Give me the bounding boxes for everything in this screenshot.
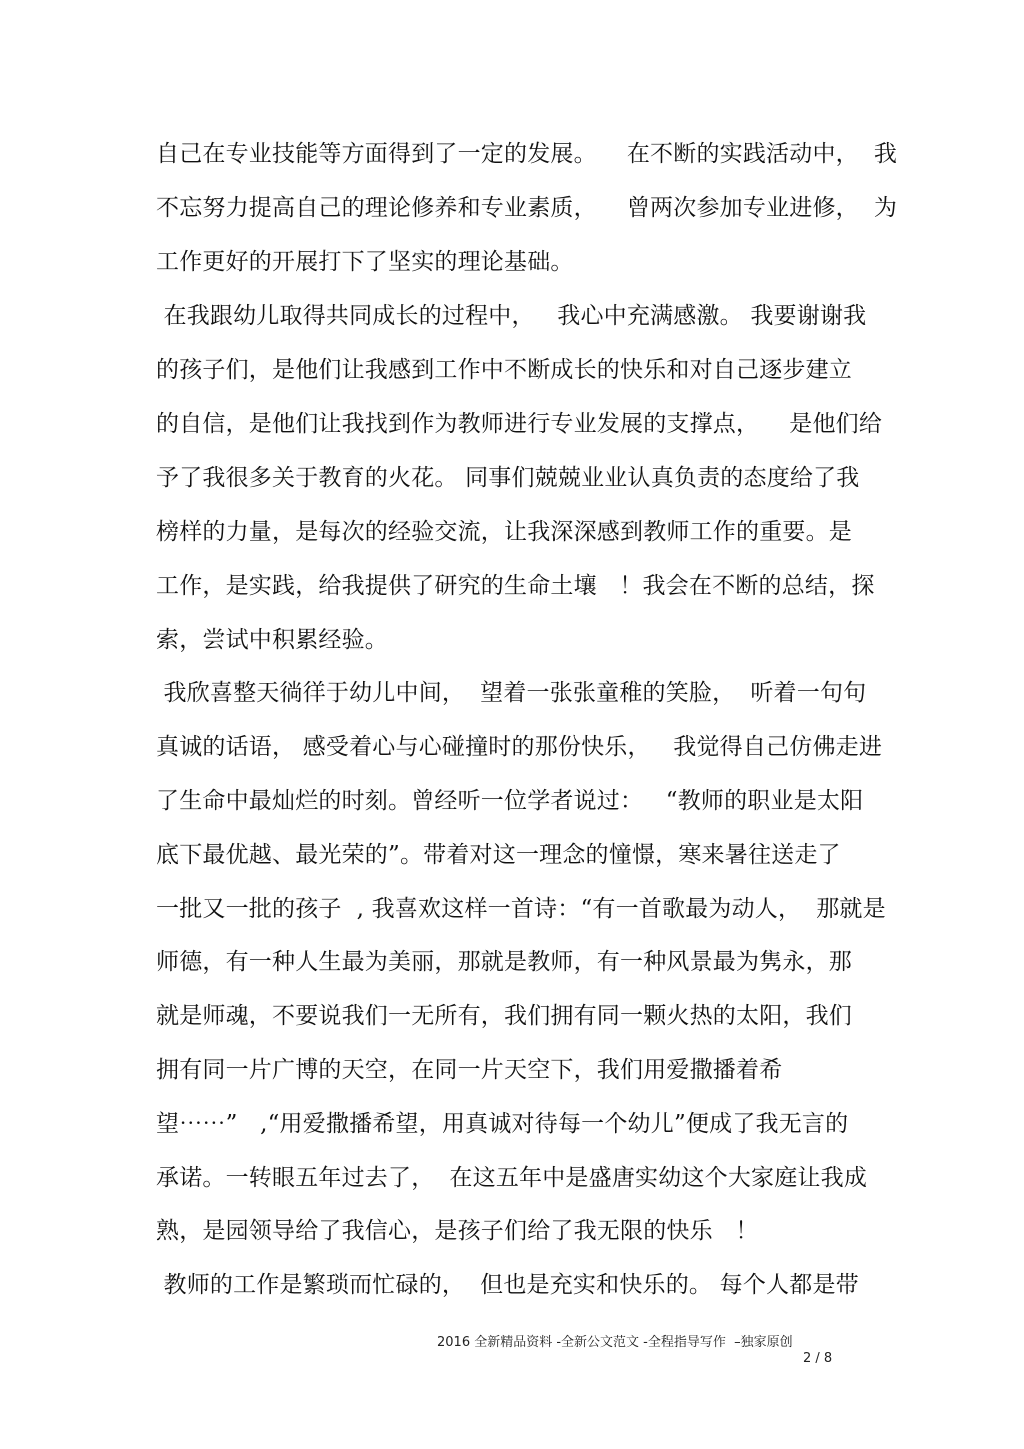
text-line: 望⋯⋯” ,“用爱撒播希望，用真诚对待每一个幼儿”便成了我无言的 (156, 1111, 849, 1137)
text-line: 榜样的力量，是每次的经验交流，让我深深感到教师工作的重要。是 (156, 519, 852, 545)
text-line: 予了我很多关于教育的火花。 同事们兢兢业业认真负责的态度给了我 (156, 465, 860, 491)
text-line: 了生命中最灿烂的时刻。曾经听一位学者说过： “教师的职业是太阳 (156, 788, 864, 814)
text-line: 底下最优越、最光荣的”。带着对这一理念的憧憬，寒来暑往送走了 (156, 842, 841, 868)
text-line: 师德，有一种人生最为美丽，那就是教师，有一种风景最为隽永，那 (156, 949, 852, 975)
text-line: 工作，是实践，给我提供了研究的生命土壤 ！我会在不断的总结，探 (156, 573, 875, 599)
text-line: 熟，是园领导给了我信心，是孩子们给了我无限的快乐 ！ (156, 1218, 759, 1244)
footer-text: 2016 全新精品资料 -全新公文范文 -全程指导写作 –独家原创 (437, 1335, 793, 1350)
text-line: 在我跟幼儿取得共同成长的过程中， 我心中充满感激。 我要谢谢我 (156, 303, 867, 329)
text-line: 不忘努力提高自己的理论修养和专业素质， 曾两次参加专业进修， 为 (156, 195, 898, 221)
text-line: 的自信，是他们让我找到作为教师进行专业发展的支撑点， 是他们给 (156, 411, 883, 437)
text-line: 工作更好的开展打下了坚实的理论基础。 (156, 249, 574, 275)
text-line: 就是师魂，不要说我们一无所有，我们拥有同一颗火热的太阳，我们 (156, 1003, 852, 1029)
text-line: 教师的工作是繁琐而忙碌的， 但也是充实和快乐的。 每个人都是带 (156, 1272, 859, 1298)
text-line: 承诺。一转眼五年过去了， 在这五年中是盛唐实幼这个大家庭让我成 (156, 1165, 868, 1191)
text-line: 真诚的话语， 感受着心与心碰撞时的那份快乐， 我觉得自己仿佛走进 (156, 734, 883, 760)
page-number: 2 / 8 (803, 1351, 833, 1366)
text-line: 我欣喜整天徜徉于幼儿中间， 望着一张张童稚的笑脸， 听着一句句 (156, 680, 867, 706)
text-line: 自己在专业技能等方面得到了一定的发展。 在不断的实践活动中， 我 (156, 141, 898, 167)
text-line: 拥有同一片广博的天空，在同一片天空下，我们用爱撒播着希 (156, 1057, 783, 1083)
text-line: 索，尝试中积累经验。 (156, 627, 388, 653)
text-line: 的孩子们，是他们让我感到工作中不断成长的快乐和对自己逐步建立 (156, 357, 852, 383)
text-line: 一批又一批的孩子 , 我喜欢这样一首诗：“有一首歌最为动人， 那就是 (156, 896, 886, 922)
